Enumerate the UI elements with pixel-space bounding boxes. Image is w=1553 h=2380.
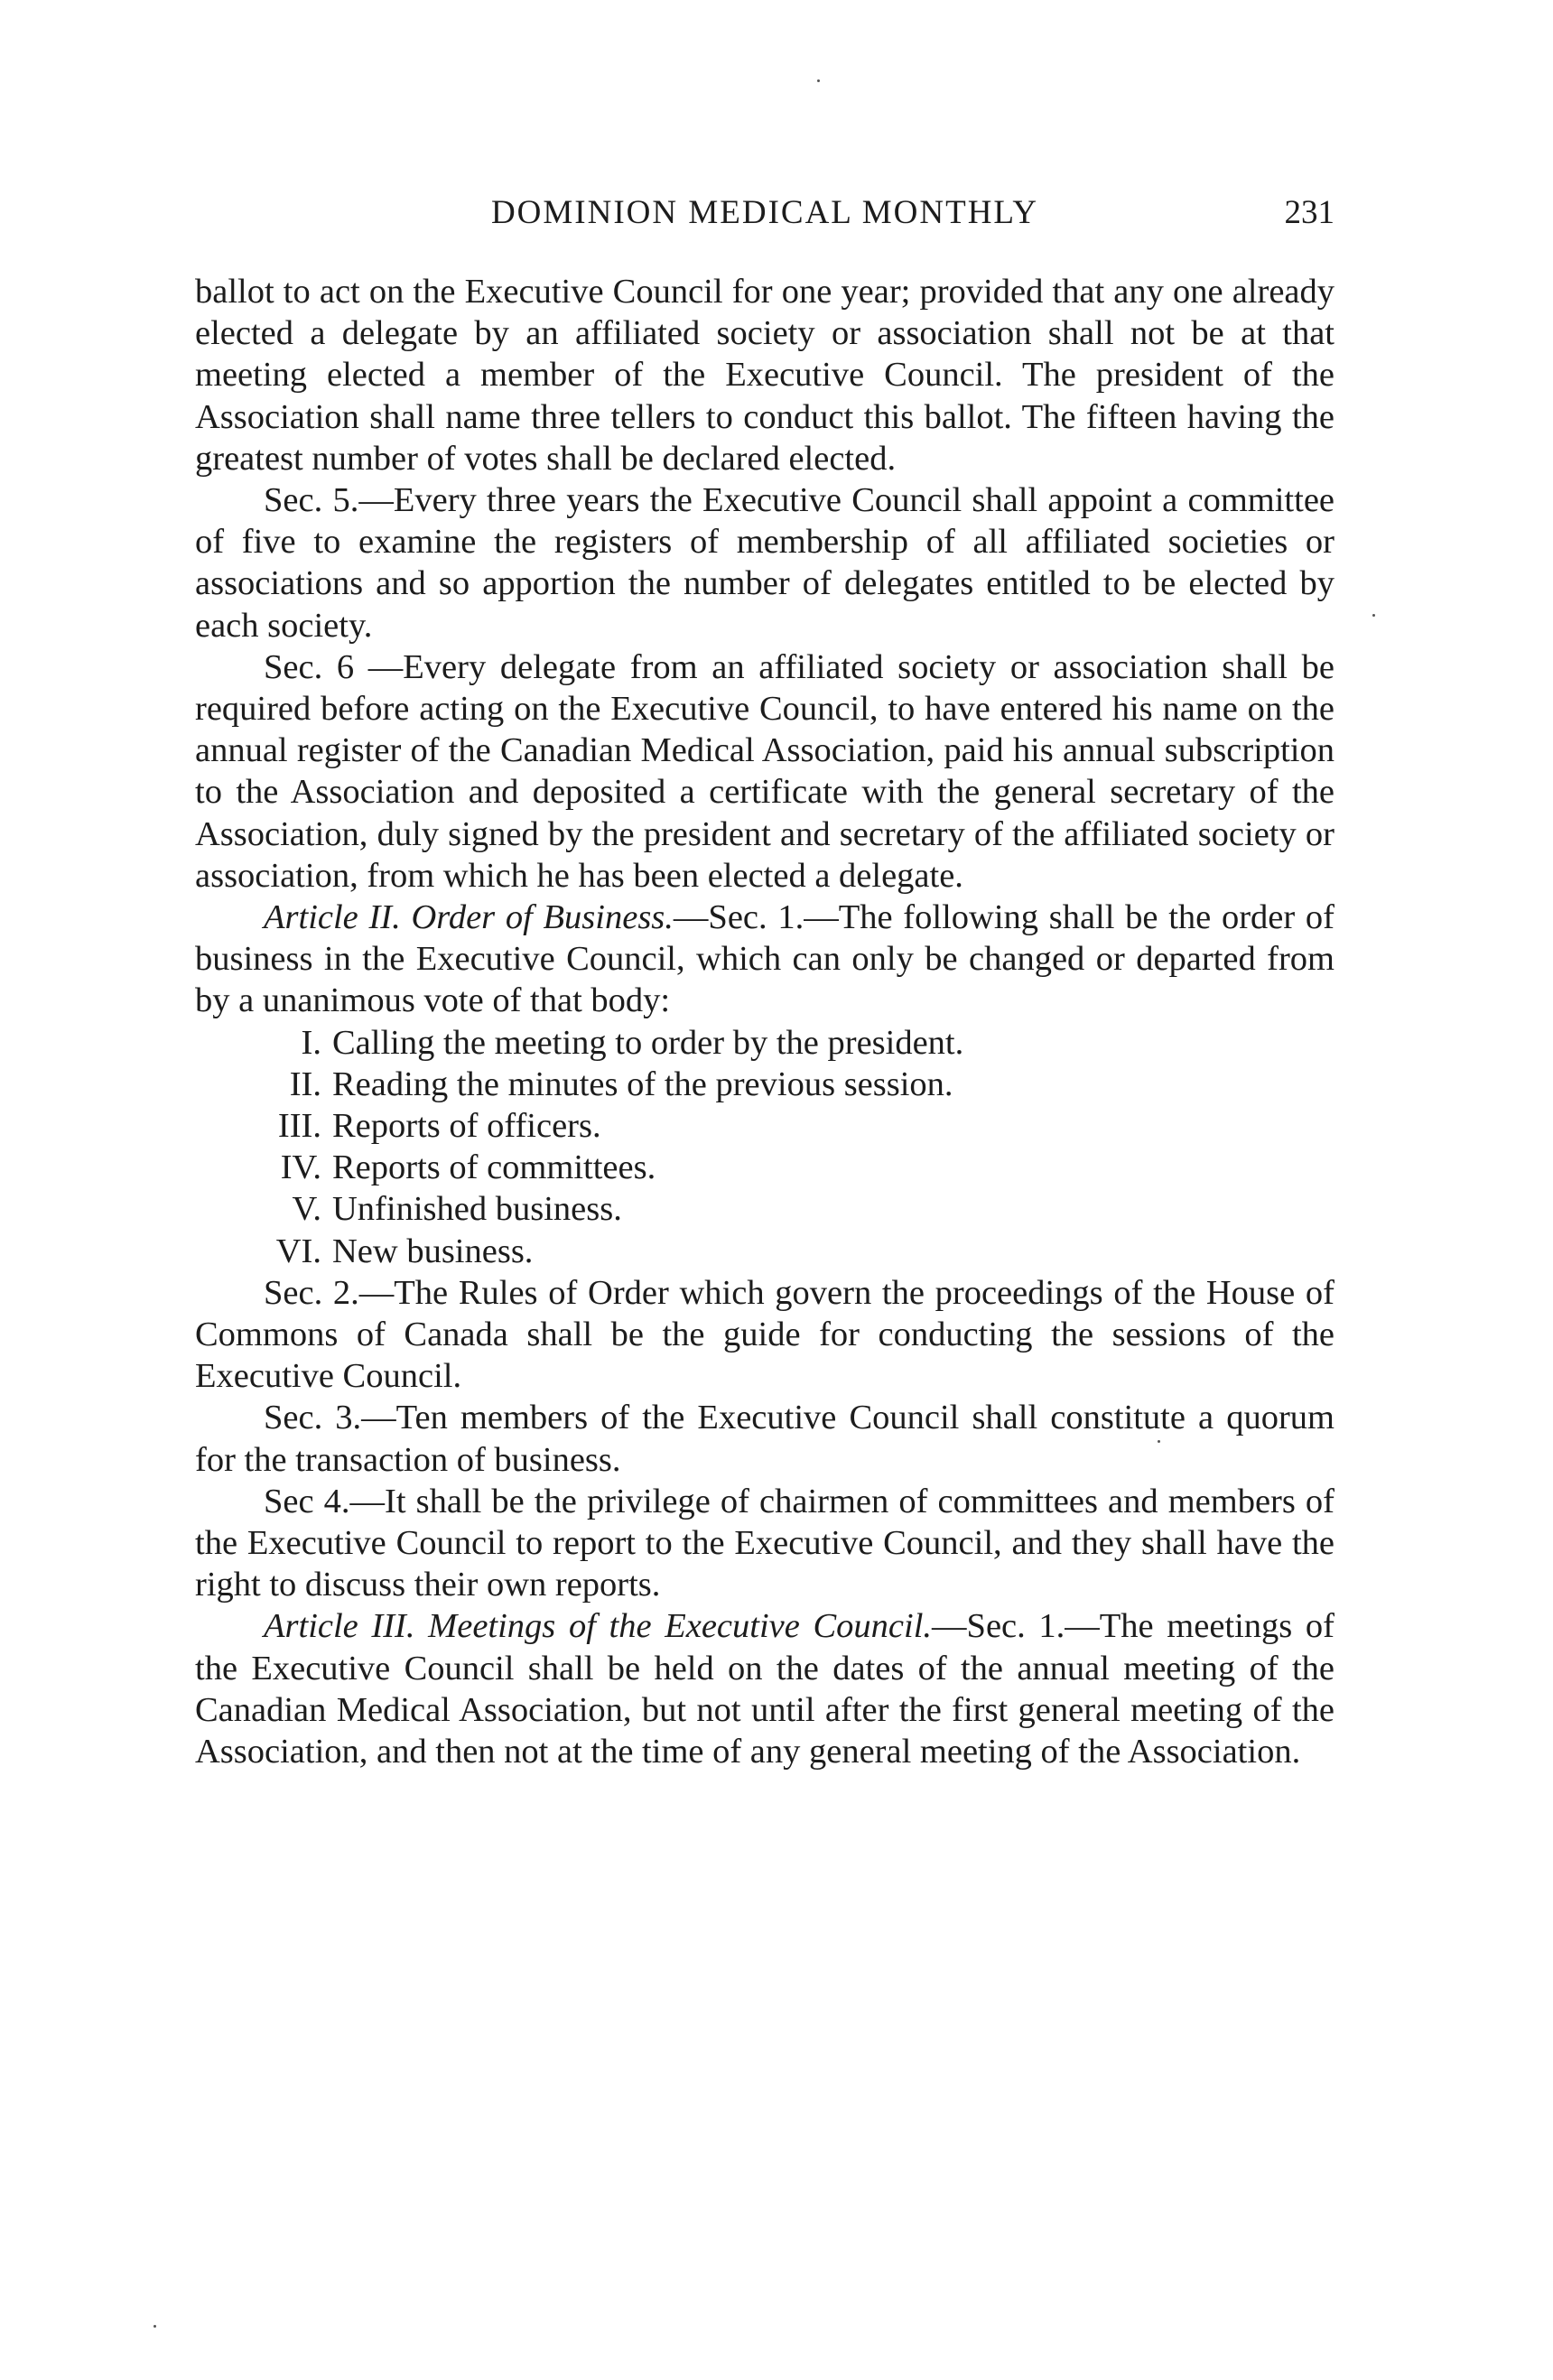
running-head (195, 190, 1334, 244)
paragraph-sec-6: Sec. 6 —Every delegate from an affiliated society or association shall be required before acting on the Executive Council, to have entered his name on the annual register of the Canadian Medical Association, paid his annual subscription to the Association and deposited a certificate with the general secretary of the Association, duly signed by the president and secretary of the affiliated society or association, from which he has been elected a delegate. (195, 647, 1334, 895)
list-item-number: IV. (280, 1148, 321, 1187)
page-number: 231 (1284, 194, 1334, 231)
body-text (195, 271, 1334, 1772)
list-item (195, 1105, 1334, 1147)
scan-speck (153, 2325, 156, 2328)
article-2-text: —Sec. 1.—The following shall be the order of business in the Executive Council, which can only be changed or departed from by a unanimous vote of that body: (195, 898, 1334, 1020)
article-3-heading: Article III. Meetings of the Executive Council. (264, 1607, 933, 1646)
list-item-number: II. (289, 1064, 321, 1103)
paragraph-ballot: ballot to act on the Executive Council for one year; provided that any one already elected a delegate by an affiliated society or association shall not be at that meeting elected a member of the Executive Council. The president of the Association shall name three tellers to conduct this ballot. The fifteen having the greatest number of votes shall be declared elected. (195, 273, 1334, 478)
article-3-text: —Sec. 1.—The meetings of the Executive Council shall be held on the dates of the annual meeting of the Canadian Medical Association, but not until after the first general meeting of the Association, and then not at the time of any general meeting of the Association. (195, 1607, 1335, 1771)
list-item-number: III. (277, 1107, 321, 1146)
paragraph-sec-3: Sec. 3.—Ten members of the Executive Council shall constitute a quorum for the transaction of business. (195, 1399, 1334, 1479)
paragraph-article-2 (195, 897, 1334, 1022)
scan-speck (1372, 614, 1375, 617)
list-item-text: Unfinished business. (332, 1190, 622, 1229)
list-item-text: Reports of officers. (332, 1107, 601, 1146)
list-item-text: Calling the meeting to order by the president. (332, 1023, 964, 1062)
running-title: DOMINION MEDICAL MONTHLY (490, 194, 1039, 231)
list-item-number: VI. (275, 1232, 321, 1270)
list-item-text: Reading the minutes of the previous session. (332, 1064, 953, 1103)
list-item (195, 1022, 1334, 1064)
article-2-heading: Article II. Order of Business. (264, 898, 674, 937)
list-item (195, 1147, 1334, 1188)
list-item (195, 1231, 1334, 1272)
list-item-text: New business. (332, 1232, 534, 1270)
list-item (195, 1188, 1334, 1230)
list-item-number: V. (292, 1190, 321, 1229)
order-of-business-list (195, 1022, 1334, 1272)
list-item-number: I. (301, 1023, 321, 1062)
paragraph-sec-2: Sec. 2.—The Rules of Order which govern the proceedings of the House of Commons of Canada shall be the guide for conducting the sessions of the Executive Council. (195, 1273, 1334, 1396)
paragraph-sec-4: Sec 4.—It shall be the privilege of chairmen of committees and members of the Executive Council to report to the Executive Council, and they shall have the right to discuss their own reports. (195, 1482, 1334, 1604)
list-item (195, 1064, 1334, 1105)
paragraph-sec-5: Sec. 5.—Every three years the Executive Council shall appoint a committee of five to examine the registers of membership of all affiliated societies or associations and so apportion the number of delegates entitled to be elected by each society. (195, 481, 1334, 645)
paragraph-article-3 (195, 1605, 1334, 1772)
scan-speck (817, 79, 820, 82)
list-item-text: Reports of committees. (332, 1148, 656, 1187)
